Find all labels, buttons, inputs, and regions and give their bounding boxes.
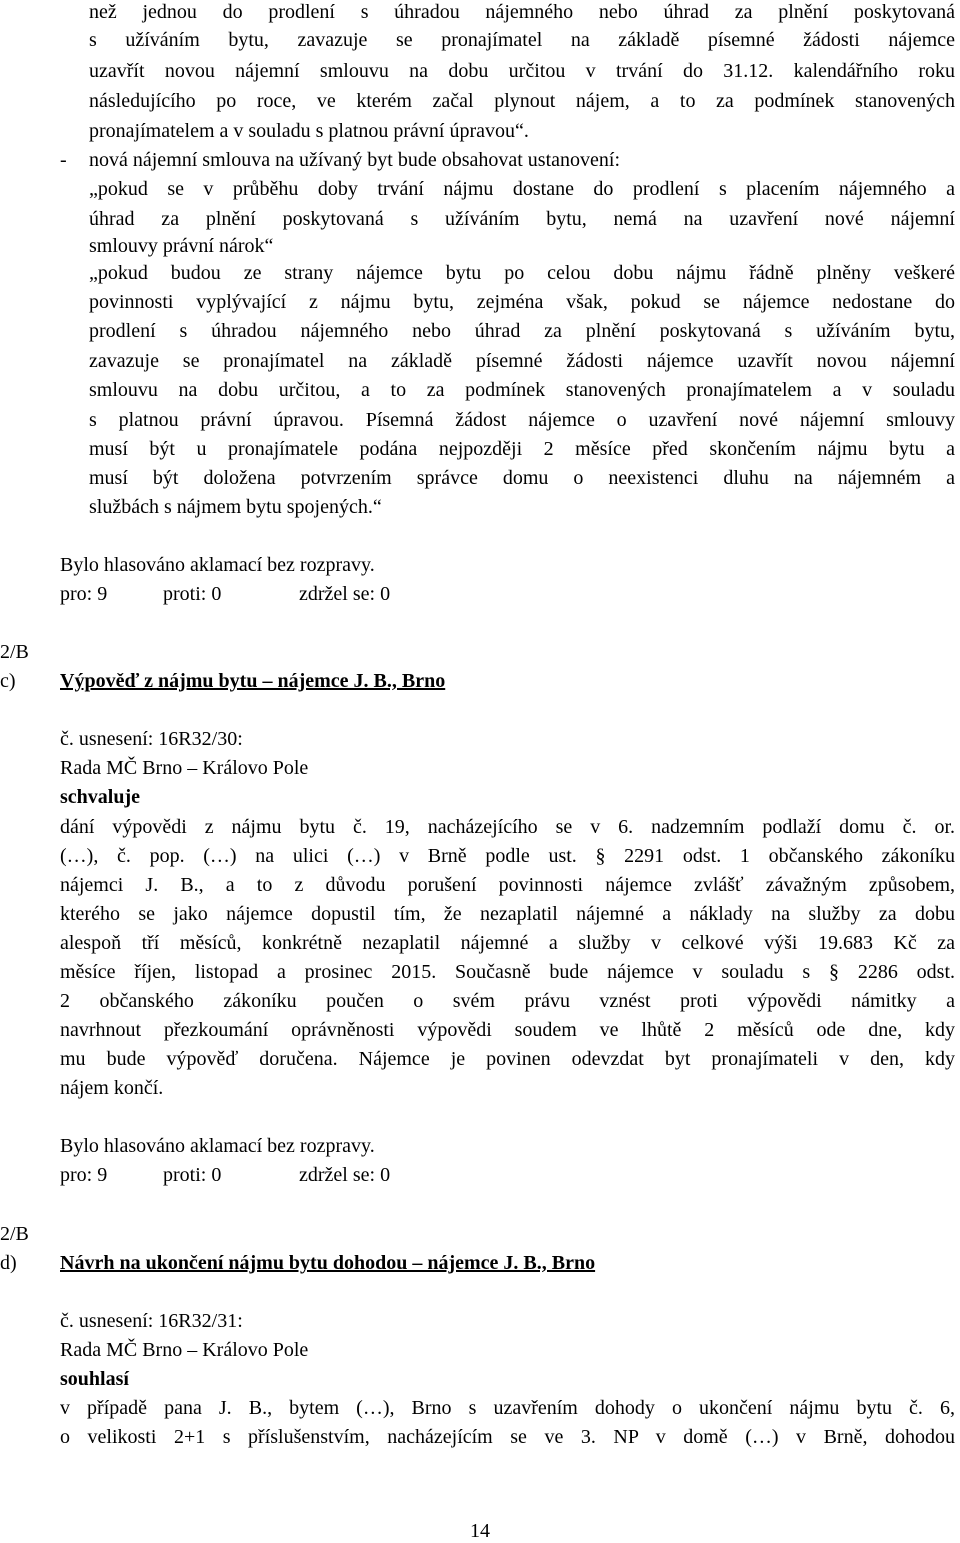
- section-number: 2/B: [0, 641, 29, 663]
- resolution-text-line: navrhnout přezkoumání oprávněnosti výpovědi soudem ve lhůtě 2 měsíců ode dne, kdy: [60, 1019, 955, 1041]
- quote-line: službách s nájmem bytu spojených.“: [89, 496, 382, 518]
- quote-line: úhrad za plnění poskytovaná s užíváním bytu, nemá na uzavření nové nájemní: [89, 208, 955, 230]
- quote-line: prodlení s úhradou nájemného nebo úhrad za plnění poskytovaná s užíváním bytu,: [89, 320, 955, 342]
- intro-line: uzavřít novou nájemní smlouvu na dobu určitou v trvání do 31.12. kalendářního roku: [89, 60, 955, 82]
- quote-line: „pokud budou ze strany nájemce bytu po celou dobu nájmu řádně plněny veškeré: [89, 262, 955, 284]
- quote-line: smlouvy právní nárok“: [89, 235, 274, 257]
- resolution-text-line: nájem končí.: [60, 1077, 164, 1099]
- resolution-text-line: nájemci J. B., a to z důvodu porušení povinnosti nájemce zvlášť závažným způsobem,: [60, 874, 955, 896]
- resolution-text-line: alespoň tří měsíců, konkrétně nezaplatil nájemné a služby v celkové výši 19.683 Kč za: [60, 932, 955, 954]
- intro-line: než jednou do prodlení s úhradou nájemného nebo úhrad za plnění poskytovaná: [89, 1, 955, 23]
- resolution-text-line: (…), č. pop. (…) na ulici (…) v Brně podle ust. § 2291 odst. 1 občanského zákoníku: [60, 845, 955, 867]
- bullet-lead: nová nájemní smlouva na užívaný byt bude obsahovat ustanovení:: [89, 149, 620, 171]
- vote-zdrzel: zdržel se: 0: [299, 583, 391, 605]
- resolution-text-line: dání výpovědi z nájmu bytu č. 19, nacházejícího se v 6. nadzemním podlaží domu č. or.: [60, 816, 955, 838]
- resolution-number: č. usnesení: 16R32/31:: [60, 1310, 243, 1332]
- quote-line: „pokud se v průběhu doby trvání nájmu dostane do prodlení s placením nájemného a: [89, 178, 955, 200]
- resolution-text-line: 2 občanského zákoníku poučen o svém právu vznést proti výpovědi námitky a: [60, 990, 955, 1012]
- vote-pro: pro: 9: [60, 1164, 108, 1186]
- quote-line: povinnosti vyplývající z nájmu bytu, zejména však, pokud se nájemce nedostane do: [89, 291, 955, 313]
- resolution-number: č. usnesení: 16R32/30:: [60, 728, 243, 750]
- section-letter: d): [0, 1252, 17, 1274]
- section-title: Návrh na ukončení nájmu bytu dohodou – nájemce J. B., Brno: [60, 1252, 596, 1274]
- resolution-text-line: měsíce říjen, listopad a prosinec 2015. Současně bude nájemce v souladu s § 2286 odst.: [60, 961, 955, 983]
- bullet-dash: -: [60, 149, 67, 171]
- quote-line: s platnou právní úpravou. Písemná žádost nájemce o uzavření nové nájemní smlouvy: [89, 409, 955, 431]
- vote-pro: pro: 9: [60, 583, 108, 605]
- resolution-body: Rada MČ Brno – Královo Pole: [60, 1339, 309, 1361]
- section-number: 2/B: [0, 1223, 29, 1245]
- quote-line: musí být doložena potvrzením správce domu o neexistenci dluhu na nájemném a: [89, 467, 955, 489]
- vote-proti: proti: 0: [163, 1164, 222, 1186]
- vote-text: Bylo hlasováno aklamací bez rozpravy.: [60, 554, 375, 576]
- quote-line: smlouvu na dobu určitou, a to za podmínek stanovených pronajímatelem a v souladu: [89, 379, 955, 401]
- resolution-body: Rada MČ Brno – Královo Pole: [60, 757, 309, 779]
- resolution-text-line: kterého se jako nájemce dopustil tím, že nezaplatil nájemné a náklady na služby za dobu: [60, 903, 955, 925]
- resolution-text-line: mu bude výpověď doručena. Nájemce je povinen odevzdat byt pronajímateli v den, kdy: [60, 1048, 955, 1070]
- resolution-verb: souhlasí: [60, 1368, 129, 1390]
- intro-line: následujícího po roce, ve kterém začal plynout nájem, a to za podmínek stanovených: [89, 90, 955, 112]
- resolution-text-line: v případě pana J. B., bytem (…), Brno s uzavřením dohody o ukončení nájmu bytu č. 6,: [60, 1397, 955, 1419]
- section-letter: c): [0, 670, 16, 692]
- quote-line: zavazuje se pronajímatel na základě písemné žádosti nájemce uzavřít novou nájemní: [89, 350, 955, 372]
- resolution-verb: schvaluje: [60, 786, 140, 808]
- vote-zdrzel: zdržel se: 0: [299, 1164, 391, 1186]
- quote-line: musí být u pronajímatele podána nejpozději 2 měsíce před skončením nájmu bytu a: [89, 438, 955, 460]
- section-title: Výpověď z nájmu bytu – nájemce J. B., Brno: [60, 670, 446, 692]
- intro-line: s užíváním bytu, zavazuje se pronajímatel na základě písemné žádosti nájemce: [89, 29, 955, 51]
- page-number: 14: [470, 1520, 490, 1542]
- resolution-text-line: o velikosti 2+1 s příslušenstvím, nacházejícím se ve 3. NP v domě (…) v Brně, dohodou: [60, 1426, 955, 1448]
- intro-line: pronajímatelem a v souladu s platnou právní úpravou“.: [89, 120, 529, 142]
- vote-text: Bylo hlasováno aklamací bez rozpravy.: [60, 1135, 375, 1157]
- vote-proti: proti: 0: [163, 583, 222, 605]
